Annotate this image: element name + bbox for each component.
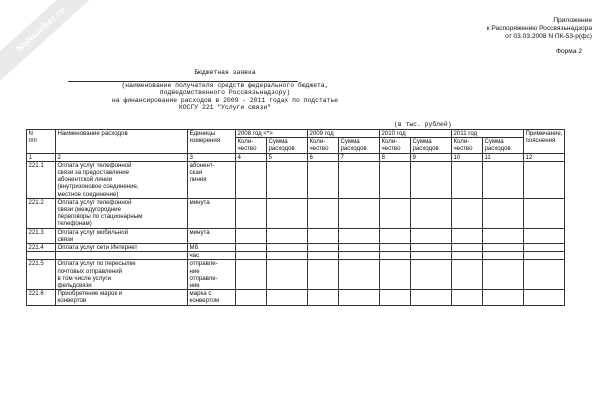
qty-line-2: чество [309, 145, 329, 153]
table-header-row [27, 130, 565, 138]
header-qty [380, 138, 411, 153]
empty-value-cell [483, 161, 524, 198]
empty-value-cell [411, 161, 452, 198]
empty-value-cell [524, 290, 565, 305]
header-note [524, 130, 565, 154]
header-unit-line-1: Единицы [189, 130, 216, 137]
header-note-line-2: пояснения [525, 137, 556, 145]
document-title: Бюджетная заявка [194, 69, 256, 76]
sum-line-1: Сумма [484, 138, 504, 146]
unit-line: ние [189, 267, 200, 275]
sum-line-2: расходов [340, 145, 367, 153]
empty-value-cell [339, 161, 380, 198]
header-sum [339, 138, 380, 153]
unit-line: час [189, 252, 200, 260]
qty-line-2: чество [453, 145, 473, 153]
column-number: 6 [308, 153, 339, 161]
expense-name-line: связи за предоставление [57, 169, 130, 177]
expense-name-line: Оплата услуг телефонной [57, 161, 132, 169]
empty-value-cell [339, 228, 380, 243]
empty-value-cell [452, 161, 483, 198]
empty-value-cell [308, 290, 339, 305]
empty-value-cell [380, 260, 411, 290]
row-number: 221.2 [27, 198, 56, 228]
empty-value-cell [411, 198, 452, 228]
empty-value-cell [483, 252, 524, 260]
sum-line-2: расходов [412, 145, 439, 153]
unit-line: Мб [189, 244, 199, 252]
table-row [27, 161, 565, 198]
row-unit [188, 244, 236, 252]
row-expense-name [56, 198, 188, 228]
expense-name-line: Приобретение марок и [57, 290, 123, 298]
empty-value-cell [524, 228, 565, 243]
empty-value-cell [380, 198, 411, 228]
unit-line: линия [189, 176, 207, 184]
unit-line: отправле- [189, 274, 218, 282]
expense-name-line: почтовых отправлений [57, 267, 123, 275]
unit-line: минута [189, 198, 210, 206]
unit-line: ние [189, 282, 200, 290]
column-number: 3 [188, 153, 236, 161]
header-line-1: Приложение [553, 17, 592, 24]
table-row [27, 290, 565, 305]
row-number: 221.3 [27, 228, 56, 243]
form-number: Форма 2 [555, 48, 582, 55]
header-qty [236, 138, 267, 153]
empty-value-cell [524, 252, 565, 260]
unit-line: минута [189, 228, 210, 236]
empty-value-cell [483, 244, 524, 252]
empty-value-cell [452, 260, 483, 290]
empty-value-cell [452, 244, 483, 252]
column-number: 9 [411, 153, 452, 161]
empty-value-cell [380, 228, 411, 243]
expense-name-line: конвертов [57, 297, 87, 305]
empty-value-cell [236, 252, 267, 260]
title-sub-1: (наименование получателя средств федерального бюджета, [121, 82, 329, 89]
header-sum [267, 138, 308, 153]
header-unit [188, 130, 236, 154]
empty-value-cell [267, 252, 308, 260]
empty-value-cell [339, 252, 380, 260]
empty-value-cell [339, 290, 380, 305]
row-expense-name [56, 228, 188, 243]
empty-value-cell [308, 260, 339, 290]
row-unit [188, 290, 236, 305]
table-row [27, 198, 565, 228]
empty-value-cell [267, 161, 308, 198]
row-expense-name [56, 290, 188, 305]
unit-line: абонент- [189, 161, 215, 169]
row-unit [188, 228, 236, 243]
empty-value-cell [411, 290, 452, 305]
qty-line-2: чество [237, 145, 257, 153]
sum-line-1: Сумма [412, 138, 432, 146]
row-number: 221.4 [27, 244, 56, 252]
qty-line-1: Коли- [453, 138, 470, 146]
qty-line-1: Коли- [309, 138, 326, 146]
empty-value-cell [236, 244, 267, 252]
column-number-row [27, 153, 565, 161]
empty-value-cell [236, 290, 267, 305]
title-subtext [58, 82, 392, 111]
expense-name-line: телефонам) [57, 220, 92, 228]
empty-value-cell [411, 252, 452, 260]
empty-value-cell [452, 198, 483, 228]
expense-name-line [58, 252, 186, 259]
title-sub-4: КОСГУ 221 "Услуги связи" [178, 103, 272, 111]
empty-value-cell [380, 244, 411, 252]
unit-line: отправле- [189, 260, 218, 268]
qty-line-2: чество [381, 145, 401, 153]
column-number: 11 [483, 153, 524, 161]
row-unit [188, 198, 236, 228]
expense-name-line: Оплата услуг по пересылке [57, 260, 136, 268]
empty-value-cell [483, 228, 524, 243]
sum-line-2: расходов [268, 145, 295, 153]
empty-value-cell [524, 260, 565, 290]
header-sum [411, 138, 452, 153]
unit-line: марка с [189, 290, 212, 298]
row-expense-name [56, 252, 188, 260]
header-year-2010: 2010 год [380, 130, 452, 138]
header-year-2008: 2008 год <*> [236, 130, 308, 138]
header-note-line-1: Примечание, [525, 130, 563, 137]
expense-name-line: переговоры по стационарным [57, 213, 143, 221]
empty-value-cell [452, 252, 483, 260]
empty-value-cell [483, 198, 524, 228]
expense-name-line: Оплата услуг мобильной [57, 228, 129, 236]
header-year-2009: 2009 год [308, 130, 380, 138]
empty-value-cell [380, 252, 411, 260]
header-num [27, 130, 56, 154]
empty-value-cell [524, 244, 565, 252]
empty-value-cell [524, 161, 565, 198]
empty-value-cell [267, 260, 308, 290]
column-number: 4 [236, 153, 267, 161]
expense-name-line: абонентской линии [57, 176, 113, 184]
header-sum [483, 138, 524, 153]
header-name: Наименование расходов [56, 130, 188, 154]
expense-name-line: связи (междугородние [57, 206, 121, 214]
units-label: (в тыс. рублей) [394, 121, 452, 128]
row-expense-name [56, 161, 188, 198]
expense-name-line: в том числе услуги [57, 274, 111, 282]
qty-line-1: Коли- [237, 138, 254, 146]
budget-table [26, 129, 565, 306]
header-qty [308, 138, 339, 153]
empty-value-cell [524, 198, 565, 228]
sum-line-2: расходов [484, 145, 511, 153]
row-expense-name [56, 244, 188, 252]
empty-value-cell [380, 161, 411, 198]
watermark-text: NoNumber.ru [14, 4, 68, 54]
row-number: 221.1 [27, 161, 56, 198]
empty-value-cell [236, 161, 267, 198]
expense-name-line: местное соединение) [57, 190, 119, 198]
column-number: 8 [380, 153, 411, 161]
table-row [27, 244, 565, 252]
table-row [27, 260, 565, 290]
empty-value-cell [339, 198, 380, 228]
empty-value-cell [380, 290, 411, 305]
empty-value-cell [452, 290, 483, 305]
expense-name-line: связи [57, 235, 74, 243]
title-sub-3: на финансирование расходов в 2009 - 2011 годах по подстатье [111, 96, 339, 104]
sum-line-1: Сумма [268, 138, 288, 146]
empty-value-cell [267, 290, 308, 305]
empty-value-cell [236, 260, 267, 290]
expense-name-line: фельдсвязи [57, 282, 92, 290]
row-number: 221.6 [27, 290, 56, 305]
title-sub-2: подведомственного Россвязьнадзору) [159, 89, 291, 97]
unit-line: ская [189, 169, 203, 177]
column-number: 12 [524, 153, 565, 161]
expense-name-line: (внутризоновое соединение, [57, 183, 139, 191]
empty-value-cell [236, 198, 267, 228]
header-unit-line-2: измерения [189, 137, 221, 145]
row-unit [188, 260, 236, 290]
column-number: 10 [452, 153, 483, 161]
empty-value-cell [452, 228, 483, 243]
table-body [27, 161, 565, 305]
expense-name-line: Оплата услуг сети Интернет [57, 244, 138, 252]
empty-value-cell [267, 244, 308, 252]
header-num-line-2: п/п [28, 137, 37, 145]
column-number: 2 [56, 153, 188, 161]
empty-value-cell [308, 244, 339, 252]
empty-value-cell [411, 244, 452, 252]
column-number: 7 [339, 153, 380, 161]
header-year-2011: 2011 год [452, 130, 524, 138]
header-line-3: от 03.03.2008 N ПК-53-р(фс) [505, 33, 592, 40]
empty-value-cell [308, 228, 339, 243]
header-num-line-1: N [28, 130, 33, 137]
column-number: 5 [267, 153, 308, 161]
row-number [27, 252, 56, 260]
empty-value-cell [411, 228, 452, 243]
expense-name-line: Оплата услуг телефонной [57, 198, 132, 206]
header-line-2: к Распоряжению Россвязьнадзора [486, 25, 592, 32]
empty-value-cell [308, 161, 339, 198]
document-header [487, 17, 592, 41]
empty-value-cell [411, 260, 452, 290]
empty-value-cell [339, 244, 380, 252]
empty-value-cell [339, 260, 380, 290]
table-row [27, 228, 565, 243]
unit-line: конвертом [189, 297, 220, 305]
table-row [27, 252, 565, 260]
empty-value-cell [267, 198, 308, 228]
sum-line-1: Сумма [340, 138, 360, 146]
row-expense-name [56, 260, 188, 290]
qty-line-1: Коли- [381, 138, 398, 146]
empty-value-cell [308, 252, 339, 260]
empty-value-cell [236, 228, 267, 243]
row-unit [188, 252, 236, 260]
column-number: 1 [27, 153, 56, 161]
empty-value-cell [267, 228, 308, 243]
empty-value-cell [308, 198, 339, 228]
row-number: 221.5 [27, 260, 56, 290]
empty-value-cell [483, 290, 524, 305]
empty-value-cell [483, 260, 524, 290]
header-qty [452, 138, 483, 153]
row-unit [188, 161, 236, 198]
